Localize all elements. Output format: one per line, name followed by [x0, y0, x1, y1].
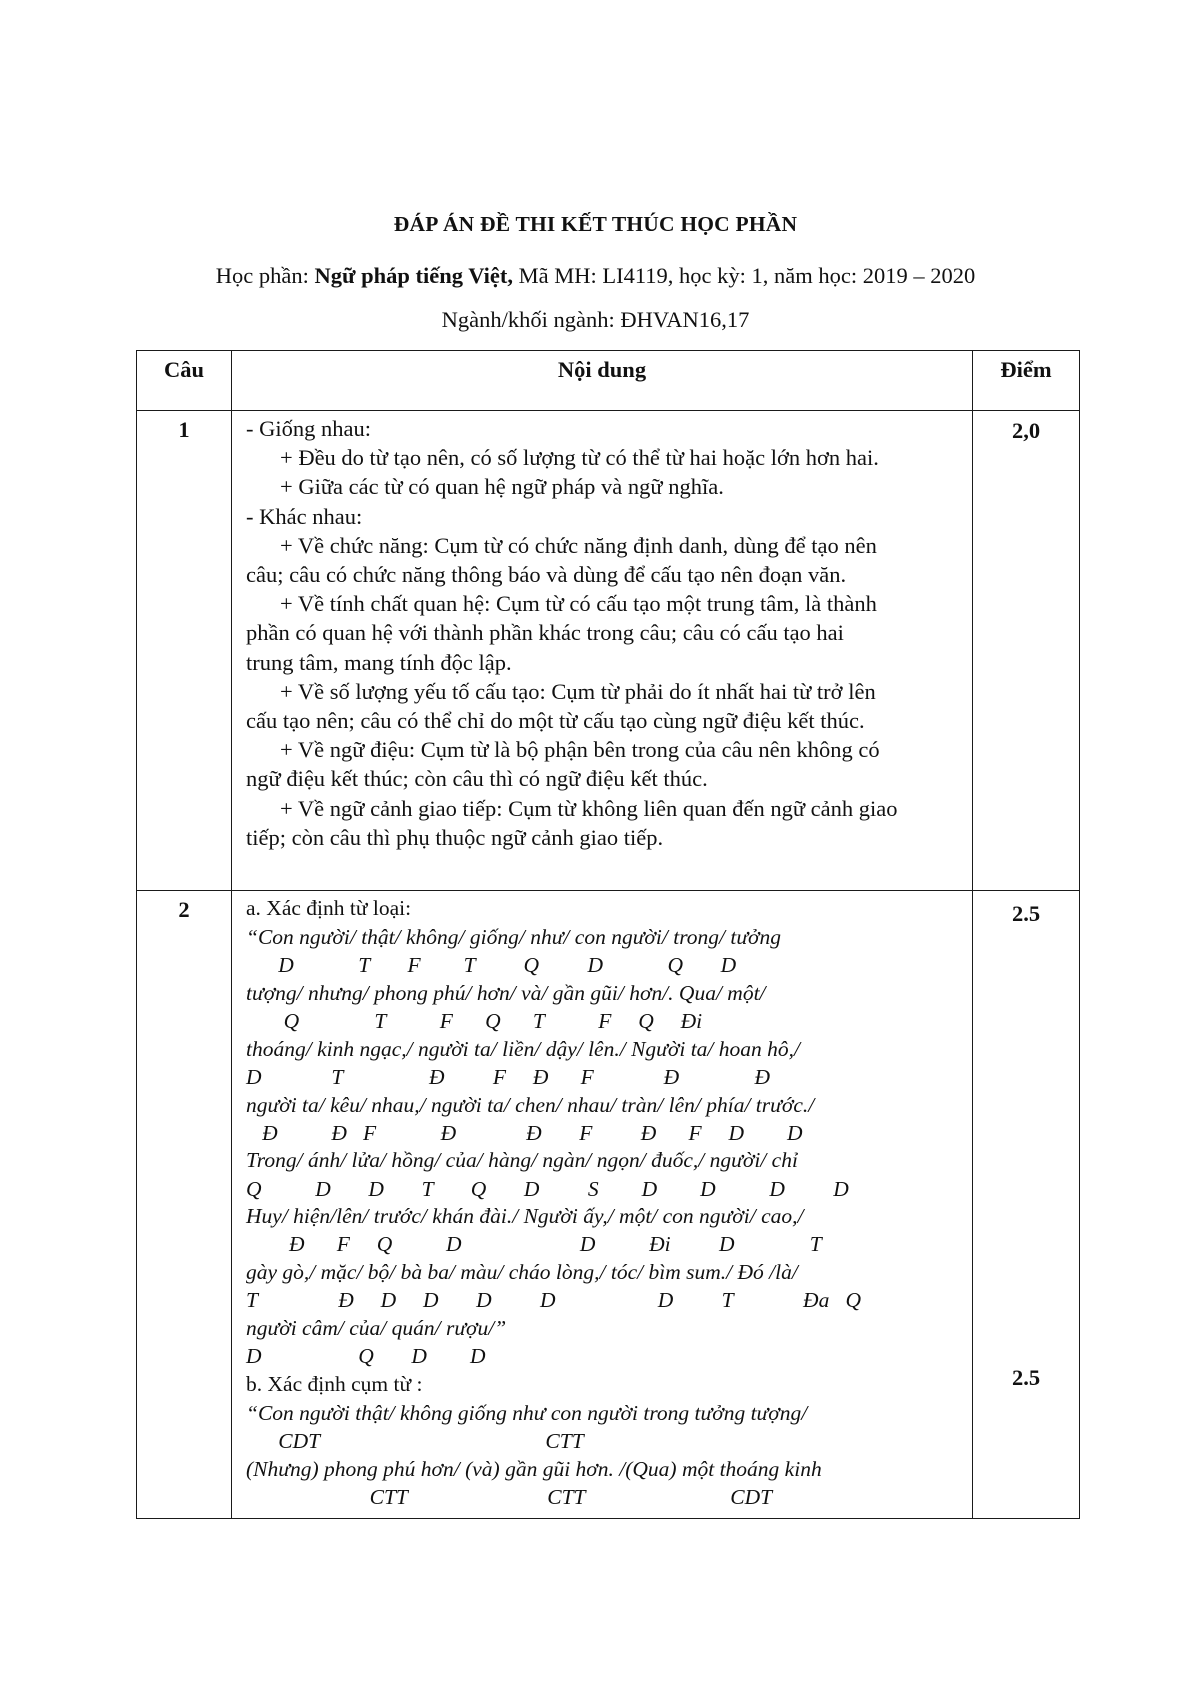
analysis-line: thoáng/ kinh ngạc,/ người ta/ liền/ dậy/ lên./ Người ta/ hoan hô,/: [246, 1036, 801, 1061]
word-class-tags: D T Đ F Đ F Đ Đ: [246, 1065, 770, 1089]
content-line: phần có quan hệ với thành phần khác trong câu; câu có cấu tạo hai: [246, 620, 844, 646]
analysis-line: “Con người/ thật/ không/ giống/ như/ con người/ trong/ tưởng: [246, 925, 782, 950]
phrase-tags: CTT CTT CDT: [246, 1484, 773, 1509]
word-class-tags: Đ Đ F Đ Đ F Đ F D D: [246, 1120, 803, 1145]
content-line: + Về ngữ điệu: Cụm từ là bộ phận bên trong của câu nên không có: [280, 737, 880, 763]
answer-table: [136, 350, 1080, 1519]
question-number: 1: [137, 411, 232, 891]
points-value: 2,0: [1011, 418, 1041, 443]
header-points: Điểm: [973, 351, 1080, 411]
analysis-line: người ta/ kêu/ nhau,/ người ta/ chen/ nhau/ tràn/ lên/ phía/ trước./: [246, 1092, 815, 1117]
major-info: Ngành/khối ngành: ĐHVAN16,17: [441, 307, 750, 332]
course-name: Ngữ pháp tiếng Việt,: [314, 263, 513, 288]
question-content: [232, 891, 973, 1519]
table-row-q2: [137, 891, 1080, 1519]
part-b-heading: b. Xác định cụm từ :: [246, 1371, 423, 1396]
analysis-line: người câm/ của/ quán/ rượu/”: [246, 1315, 507, 1340]
part-a-heading: a. Xác định từ loại:: [246, 896, 412, 920]
header-content: Nội dung: [232, 351, 973, 411]
content-line: - Khác nhau:: [246, 503, 363, 529]
course-info: [0, 263, 1191, 289]
content-line: ngữ điệu kết thúc; còn câu thì có ngữ điệu kết thúc.: [246, 766, 708, 792]
word-class-tags: D T F T Q D Q D: [246, 953, 737, 978]
word-class-tags: Đ F Q D D Đi D T: [246, 1232, 822, 1257]
course-code-semester: Mã MH: LI4119, học kỳ: 1, năm học: 2019 – 2020: [513, 263, 976, 288]
table-header-row: [137, 351, 1080, 411]
content-line: cấu tạo nên; câu có thể chỉ do một từ cấu tạo cùng ngữ điệu kết thúc.: [246, 708, 865, 734]
word-class-tags: T Đ D D D D D T Đa Q: [246, 1288, 861, 1313]
content-line: + Về ngữ cảnh giao tiếp: Cụm từ không liên quan đến ngữ cảnh giao: [280, 795, 898, 821]
points-part-b: 2.5: [1011, 1365, 1041, 1390]
course-prefix: Học phần:: [215, 263, 315, 288]
phrase-tags: CDT CTT: [246, 1428, 584, 1453]
content-line: - Giống nhau:: [246, 416, 371, 441]
content-line: + Về tính chất quan hệ: Cụm từ có cấu tạo một trung tâm, là thành: [280, 591, 877, 617]
table-row-q1: [137, 411, 1080, 891]
question-points: [973, 411, 1080, 891]
page-title: ĐÁP ÁN ĐỀ THI KẾT THÚC HỌC PHẦN: [393, 212, 798, 236]
content-line: trung tâm, mang tính độc lập.: [246, 649, 512, 675]
question-content: [232, 411, 973, 891]
content-line: + Về số lượng yếu tố cấu tạo: Cụm từ phải do ít nhất hai từ trở lên: [280, 678, 876, 704]
analysis-line: tượng/ nhưng/ phong phú/ hơn/ và/ gần gũi/ hơn/. Qua/ một/: [246, 981, 766, 1005]
word-class-tags: Q D D T Q D S D D D D: [246, 1176, 849, 1201]
content-line: tiếp; còn câu thì phụ thuộc ngữ cảnh giao tiếp.: [246, 824, 664, 850]
header-question: Câu: [137, 351, 232, 411]
analysis-line: gày gò,/ mặc/ bộ/ bà ba/ màu/ cháo lòng,/ tóc/ bìm sum./ Đó /là/: [246, 1259, 798, 1284]
analysis-line: “Con người thật/ không giống như con người trong tưởng tượng/: [246, 1400, 808, 1425]
analysis-line: (Nhưng) phong phú hơn/ (và) gần gũi hơn. /(Qua) một thoáng kinh: [246, 1456, 822, 1481]
content-line: + Giữa các từ có quan hệ ngữ pháp và ngữ nghĩa.: [280, 474, 724, 500]
content-line: + Về chức năng: Cụm từ có chức năng định danh, dùng để tạo nên: [280, 532, 877, 558]
analysis-line: Trong/ ánh/ lửa/ hồng/ của/ hàng/ ngàn/ ngọn/ đuốc,/ người/ chỉ: [246, 1148, 798, 1173]
question-points: [973, 891, 1080, 1519]
points-part-a: 2.5: [1011, 901, 1041, 926]
word-class-tags: Q T F Q T F Q Đi: [246, 1009, 703, 1034]
content-line: câu; câu có chức năng thông báo và dùng để cấu tạo nên đoạn văn.: [246, 562, 847, 588]
word-class-tags: D Q D D: [246, 1343, 486, 1368]
question-number: 2: [137, 891, 232, 1519]
content-line: + Đều do từ tạo nên, có số lượng từ có thể từ hai hoặc lớn hơn hai.: [280, 445, 879, 471]
analysis-line: Huy/ hiện/lên/ trước/ khán đài./ Người ấy,/ một/ con người/ cao,/: [246, 1204, 804, 1229]
